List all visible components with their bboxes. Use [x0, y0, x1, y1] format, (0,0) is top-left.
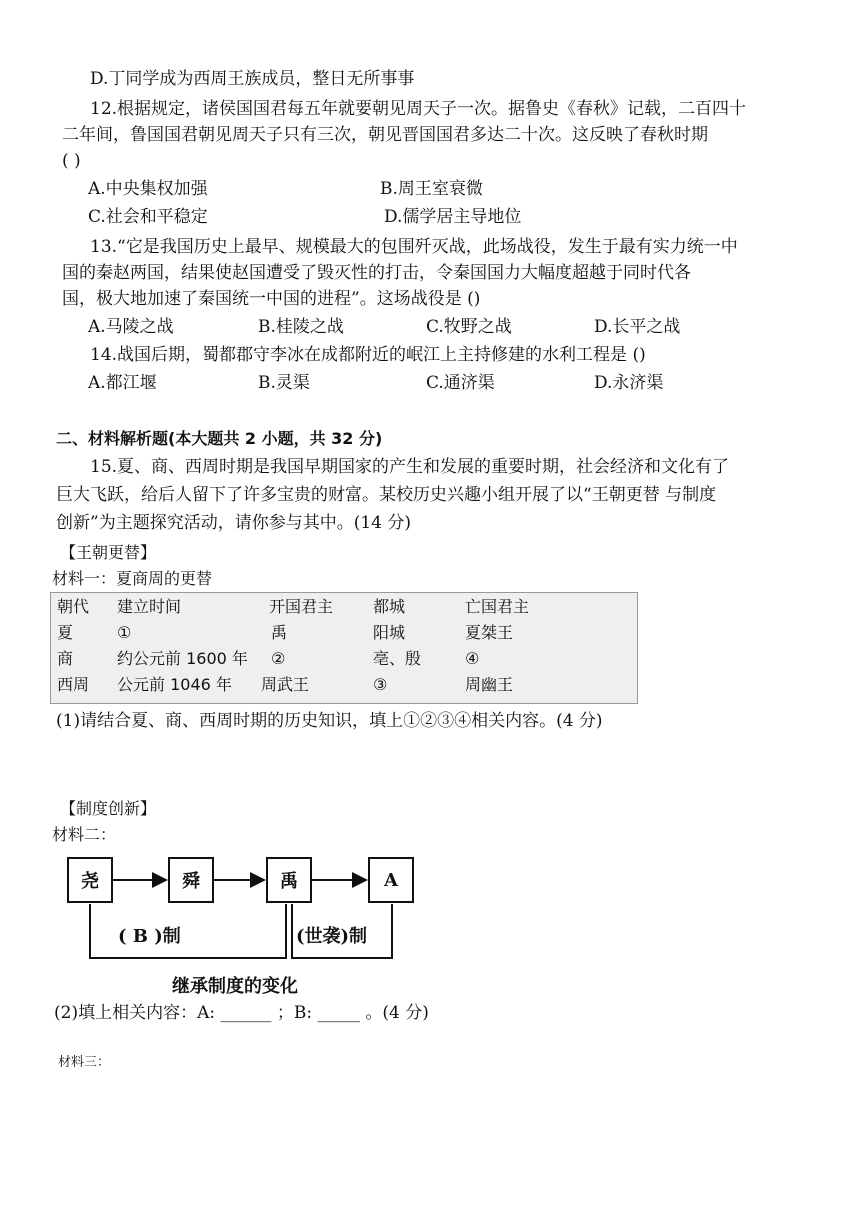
table-cell: ①	[117, 623, 132, 642]
diagram-caption: 继承制度的变化	[172, 976, 298, 997]
q13-option-a: A.马陵之战	[88, 317, 174, 337]
q14-option-b: B.灵渠	[258, 373, 310, 393]
bracket-b	[90, 904, 286, 958]
dynasty-table	[50, 592, 638, 704]
q13-stem-line1: 13.“它是我国历史上最早、规模最大的包围歼灭战，此场战役，发生于最有实力统一中	[90, 237, 738, 257]
bracket-hereditary	[292, 904, 392, 958]
table-cell: 约公元前 1600 年	[117, 649, 248, 668]
q13-stem-line2: 国的秦赵两国，结果使赵国遭受了毁灭性的打击，令秦国国力大幅度超越于同时代各	[62, 263, 691, 283]
table-cell: 夏	[57, 623, 74, 642]
q13-option-b: B.桂陵之战	[258, 317, 344, 337]
q13-option-c: C.牧野之战	[426, 317, 512, 337]
label-hereditary-system: (世袭)制	[296, 926, 368, 947]
table-cell: ④	[465, 649, 480, 668]
q12-stem-line1: 12.根据规定，诸侯国国君每五年就要朝见周天子一次。据鲁史《春秋》记载，二百四十	[90, 99, 747, 119]
q12-stem-line3: ( )	[62, 151, 81, 171]
table-cell: 禹	[271, 623, 288, 642]
q14-option-c: C.通济渠	[426, 373, 495, 393]
table-header-cell: 亡国君主	[465, 597, 530, 616]
table-cell: 阳城	[373, 623, 406, 642]
label-b-system: ( B )制	[118, 926, 181, 947]
question-2: (2)填上相关内容：A: ______ ；B: _____ 。(4 分)	[54, 1003, 429, 1023]
box-a: A	[368, 857, 414, 903]
q15-stem-line2: 巨大飞跃，给后人留下了许多宝贵的财富。某校历史兴趣小组开展了以“王朝更替 与制度	[56, 485, 717, 505]
q12-option-a: A.中央集权加强	[88, 179, 208, 199]
section-2-heading: 二、材料解析题(本大题共 2 小题，共 32 分)	[56, 429, 383, 448]
table-header-cell: 开国君主	[269, 597, 334, 616]
table-header-cell: 朝代	[57, 597, 90, 616]
q14-stem-line1: 14.战国后期，蜀都郡守李冰在成都附近的岷江上主持修建的水利工程是 ()	[90, 345, 646, 365]
table-cell: 夏桀王	[465, 623, 514, 642]
q13-stem-line3: 国，极大地加速了秦国统一中国的进程”。这场战役是 ()	[62, 289, 481, 309]
q14-option-d: D.永济渠	[594, 373, 664, 393]
table-cell: ②	[271, 649, 286, 668]
box-yu: 禹	[266, 857, 312, 903]
q14-option-a: A.都江堰	[88, 373, 157, 393]
q12-option-c: C.社会和平稳定	[88, 207, 208, 227]
q15-stem-line1: 15.夏、商、西周时期是我国早期国家的产生和发展的重要时期，社会经济和文化有了	[90, 457, 730, 477]
table-cell: 亳、殷	[373, 649, 422, 668]
box-yao: 尧	[67, 857, 113, 903]
heading-dynasty-change: 【王朝更替】	[60, 543, 157, 562]
material-3-title: 材料三：	[58, 1055, 111, 1070]
q12-option-d: D.儒学居主导地位	[384, 207, 522, 227]
heading-system-innovation: 【制度创新】	[60, 799, 157, 818]
table-cell: 公元前 1046 年	[117, 675, 232, 694]
q12-stem-line2: 二年间，鲁国国君朝见周天子只有三次，朝见晋国国君多达二十次。这反映了春秋时期	[62, 125, 708, 145]
table-header-cell: 都城	[373, 597, 406, 616]
q13-option-d: D.长平之战	[594, 317, 681, 337]
material-1-title: 材料一：夏商周的更替	[52, 569, 213, 588]
q12-option-b: B.周王室衰微	[380, 179, 483, 199]
table-cell: 商	[57, 649, 74, 668]
question-1: (1)请结合夏、商、西周时期的历史知识，填上①②③④相关内容。(4 分)	[56, 711, 603, 731]
box-shun: 舜	[168, 857, 214, 903]
q11-option-d: D.丁同学成为西周王族成员，整日无所事事	[90, 69, 415, 89]
table-cell: 西周	[57, 675, 90, 694]
table-header-cell: 建立时间	[117, 597, 182, 616]
table-cell: 周武王	[261, 675, 310, 694]
table-cell: ③	[373, 675, 388, 694]
material-2-title: 材料二：	[52, 825, 117, 844]
table-cell: 周幽王	[465, 675, 514, 694]
q15-stem-line3: 创新”为主题探究活动，请你参与其中。(14 分)	[56, 513, 411, 533]
